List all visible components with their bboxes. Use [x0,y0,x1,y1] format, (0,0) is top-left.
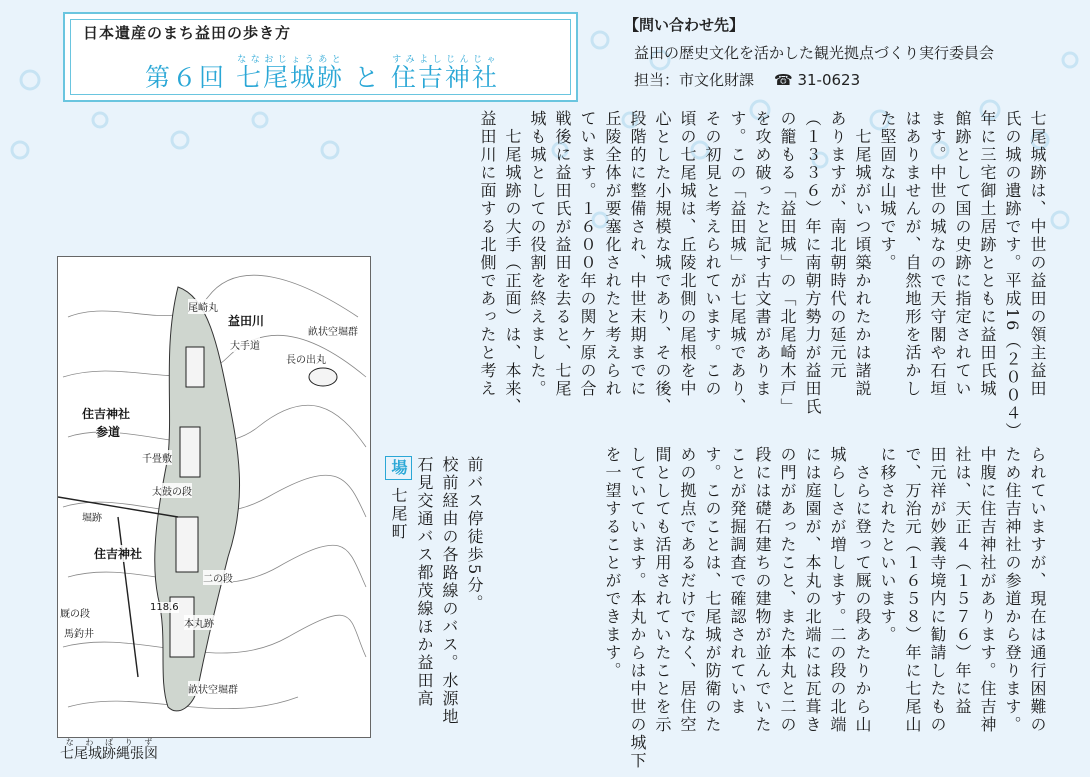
text-column: 頃の七尾城は、丘陵北側の尾根を中 [678,110,697,398]
map-caption [60,738,158,763]
text-column: 七尾城跡は、中世の益田の領主益田 [1028,110,1047,398]
article-body-lower [600,446,1050,776]
map-label-elev: 118.6 [150,602,179,613]
text-column: 中腹に住吉神社があります。住吉神 [978,446,997,734]
text-column: 七尾城跡の大手（正面）は、本来、 [503,110,522,416]
map-label-ote: 大手道 [230,337,260,352]
map-label-uneji2: 畝状空堀群 [188,681,238,696]
text-column: 城らしさが増します。二の段の北端 [828,446,847,734]
text-column: 丘陵全体が要塞化されたと考えられ [603,110,622,398]
access-line: 校前経由の各路線のバス。水源地 [440,456,459,726]
map-label-honmaru: 本丸跡 [184,615,214,630]
text-column: を一望することができます。 [603,446,622,680]
text-column: の門があったこと、また本丸と二の [778,446,797,734]
site1-name: 七尾城跡 [235,63,344,92]
contact-staff [634,69,994,90]
map-label-nagaya: 長の出丸 [286,351,326,366]
title-connector: と [353,63,381,92]
access-town-row [385,456,412,776]
map-label-shrine-approach2: 参道 [96,425,121,439]
caption-ruby: なわばりず [60,738,158,747]
contact-heading: 【問い合わせ先】 [624,16,745,34]
map-label-obizaki: 尾崎丸 [188,299,218,314]
article-body-right [475,110,1050,441]
text-column: その初見と考えられています。この [703,110,722,398]
map-label-uneji1: 畝状空堀群 [308,323,358,338]
site2-title [390,55,499,92]
text-column: す。この「益田城」が七尾城であり、 [728,110,747,416]
map-label-shrine-approach1: 住吉神社 [82,407,131,421]
text-column: の籠もる「益田城」の「北尾崎木戸」 [778,110,797,416]
text-column: 館跡として国の史跡に指定されてい [953,110,972,398]
page-title [145,55,499,94]
text-column: には庭園が、本丸の北端には瓦葺き [803,446,822,734]
site2-ruby: すみよしじんじゃ [390,55,499,65]
text-column: を攻め破ったと記す古文書がありま [753,110,772,398]
text-column: ことが発掘調査で確認されていま [728,446,747,716]
text-column: に移されたといいます。 [878,446,897,644]
map-label-senjo: 千畳敷 [142,450,172,465]
castle-map [57,256,371,738]
caption-ruby-group [60,738,158,762]
text-column: ため住吉神社の参道から登ります。 [1003,446,1022,734]
map-label-shrine: 住吉神社 [94,547,143,561]
text-column: 段には礎石建ちの建物が並んでいた [753,446,772,734]
text-column: 心とした小規模な城であり、その後、 [653,110,672,416]
map-label-ninomaru: 二の段 [203,570,233,585]
title-prefix: 第６回 [145,63,227,92]
text-column: ありますが、南北朝時代の延元元 [828,110,847,380]
text-column: ています。１６００年の関ケ原の合 [578,110,597,398]
contact-phone: ☎ 31-0623 [774,71,861,89]
text-column: 氏の城の遺跡です。平成16（２００４） [1003,110,1022,441]
text-column: ます。中世の城なので天守閣や石垣 [928,110,947,398]
text-column: 段階的に整備され、中世末期までに [628,110,647,398]
text-column: 七尾城がいつ頃築かれたかは諸説 [853,110,872,398]
text-column: られていますが、現在は通行困難の [1028,446,1047,734]
caption-text: 七尾城跡縄張図 [60,746,158,762]
place-label: 場 [385,456,412,480]
text-column: 社は、天正４（１５７６）年に益 [953,446,972,716]
contact-info [624,14,994,90]
text-column: で、万治元（１６５８）年に七尾山 [903,446,922,734]
access-line: 前バス停徒歩5分。 [465,456,484,613]
text-column: 戦後に益田氏が益田を去ると、七尾 [553,110,572,398]
contact-organization: 益田の歴史文化を活かした観光拠点づくり実行委員会 [634,44,995,62]
text-column: 間としても活用されていたことを示 [653,446,672,734]
site1-title [235,55,344,92]
text-column: す。このことは、七尾城が防衛のた [703,446,722,734]
text-column: 城も城としての役割を終えました。 [528,110,547,398]
contact-staff-text: 担当：市文化財課 [634,71,755,89]
text-column: めの拠点であるだけでなく、居住空 [678,446,697,734]
map-label-river: 益田川 [228,314,265,328]
access-info [385,456,487,776]
text-column: （１３３６）年に南朝方勢力が益田氏 [803,110,822,416]
map-label-horikiri: 堀跡 [82,509,102,524]
text-column: していています。本丸からは中世の城下 [628,446,647,770]
map-label-taiko: 太鼓の段 [152,483,192,498]
map-label-bakusen: 馬釣井 [64,625,94,640]
text-column: はありませんが、自然地形を活かし [903,110,922,398]
text-column: さらに登って厩の段あたりから山 [853,446,872,734]
site2-name: 住吉神社 [390,63,499,92]
series-title: 日本遺産のまち益田の歩き方 [83,24,292,42]
text-column: た堅固な山城です。 [878,110,897,272]
map-label-umaya: 厩の段 [60,605,90,620]
access-town: 七尾町 [389,487,408,542]
access-line: 石見交通バス都茂線ほか益田高 [415,456,434,708]
text-column: 田元祥が妙義寺境内に勧請したもの [928,446,947,734]
title-box [63,12,578,102]
site1-ruby: ななおじょうあと [235,55,344,65]
text-column: 年に三宅御土居跡とともに益田氏城 [978,110,997,398]
text-column: 益田川に面する北側であったと考え [478,110,497,398]
